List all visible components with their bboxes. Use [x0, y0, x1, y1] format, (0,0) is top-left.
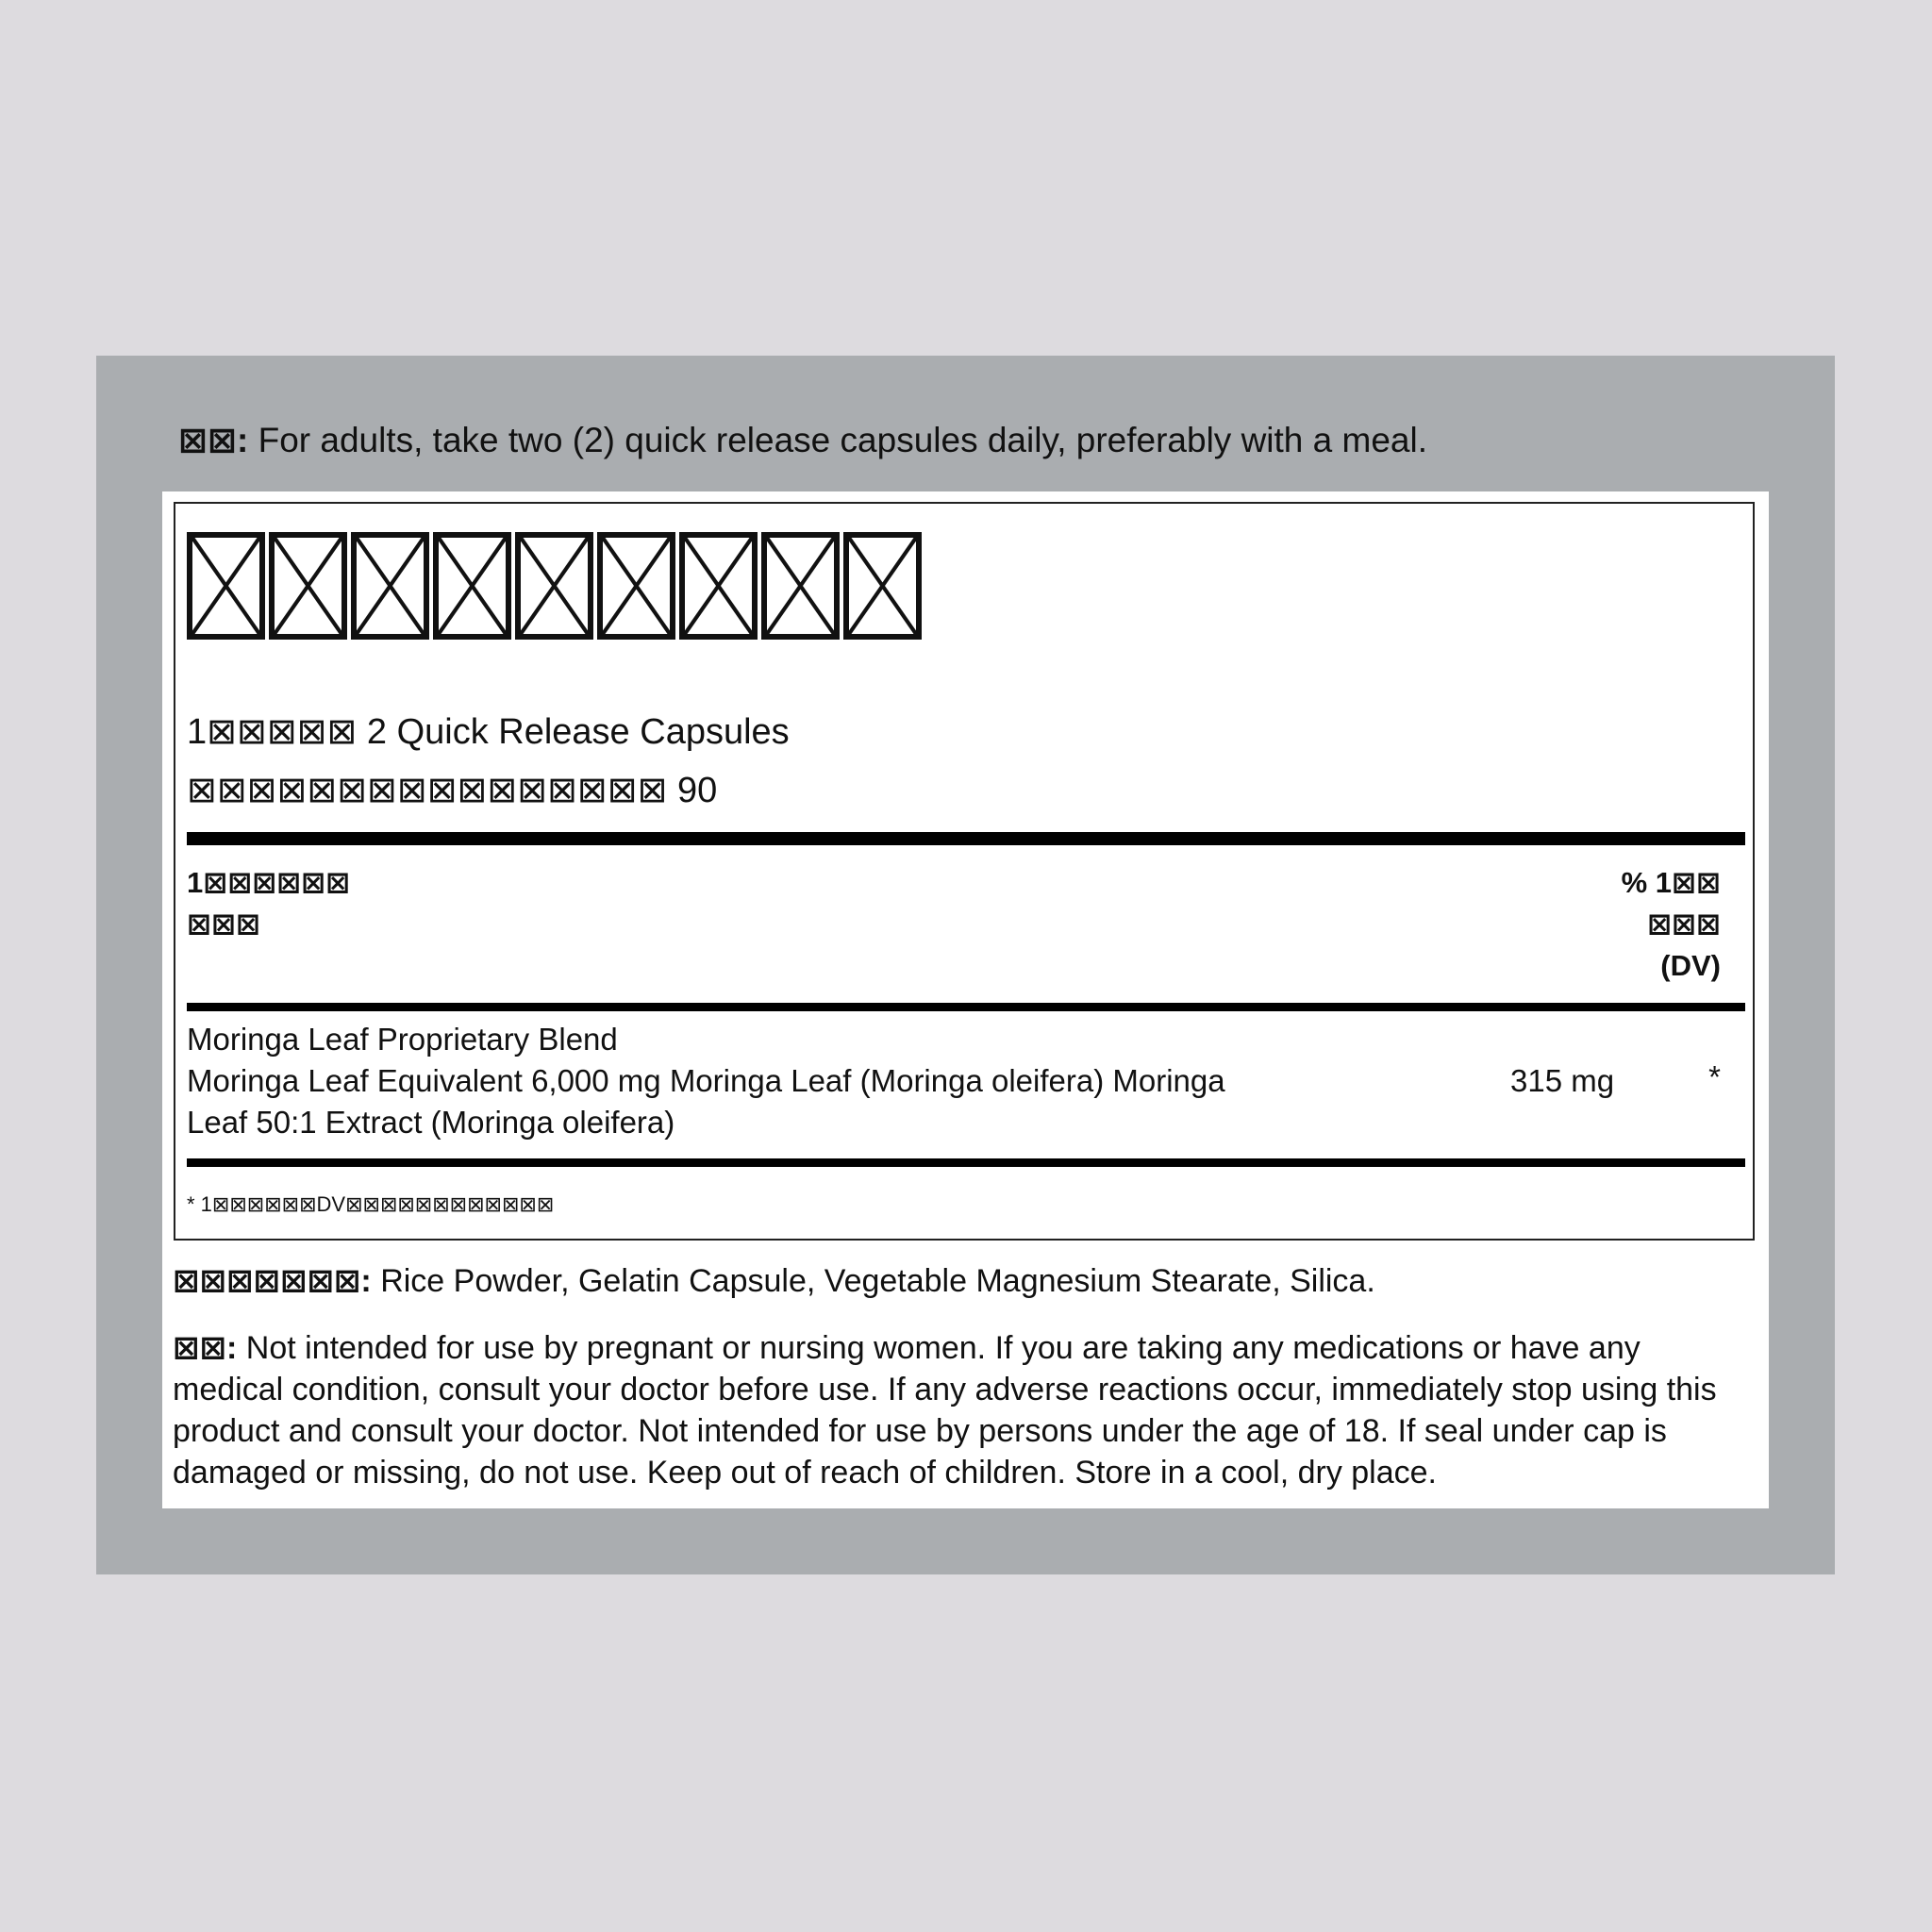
- ingredient-name-line2: Moringa Leaf Equivalent 6,000 mg Moringa Leaf (Moringa oleifera) Moringa: [187, 1063, 1225, 1098]
- medium-divider: [187, 1158, 1745, 1167]
- title-glyph: [679, 532, 758, 640]
- serving-size: 1⊠⊠⊠⊠⊠ 2 Quick Release Capsules: [187, 712, 790, 752]
- directions-label: ⊠⊠:: [178, 421, 249, 459]
- header-right-line2: ⊠⊠⊠: [1647, 908, 1721, 941]
- daily-value-header: [1622, 862, 1721, 987]
- ingredient-name-line3: Leaf 50:1 Extract (Moringa oleifera): [187, 1105, 675, 1140]
- title-glyph: [597, 532, 675, 640]
- directions-body: For adults, take two (2) quick release capsules daily, preferably with a meal.: [248, 421, 1427, 459]
- directions-text: [178, 419, 1427, 462]
- medium-divider: [187, 1003, 1745, 1011]
- ingredient-name: [187, 1019, 1225, 1143]
- ingredient-amount: 315 mg: [1510, 1063, 1615, 1098]
- title-glyph: [269, 532, 347, 640]
- other-ingredients-text: Rice Powder, Gelatin Capsule, Vegetable Magnesium Stearate, Silica.: [371, 1263, 1375, 1299]
- warning-label: ⊠⊠:: [173, 1330, 238, 1366]
- ingredient-name-line1: Moringa Leaf Proprietary Blend: [187, 1022, 618, 1057]
- title-glyph: [761, 532, 840, 640]
- thick-divider: [187, 832, 1745, 845]
- title-glyph: [351, 532, 429, 640]
- header-left-line2: ⊠⊠⊠: [187, 908, 260, 941]
- header-right-line1: % 1⊠⊠: [1621, 866, 1721, 899]
- warning-text: Not intended for use by pregnant or nursing women. If you are taking any medications or have any medical condition, consult your doctor before use. If any adverse reactions occur, immediately stop using this product and consult your doctor. Not intended for use by persons under the age of 18. If seal under cap is damaged or missing, do not use. Keep out of reach of children. Store in a cool, dry place.: [173, 1330, 1717, 1491]
- facts-title: [187, 532, 922, 640]
- header-left-line1: 1⊠⊠⊠⊠⊠⊠: [187, 866, 351, 899]
- header-right-line3: (DV): [1660, 949, 1721, 982]
- servings-per-container: ⊠⊠⊠⊠⊠⊠⊠⊠⊠⊠⊠⊠⊠⊠⊠⊠ 90: [187, 771, 718, 810]
- amount-per-serving-header: [187, 862, 350, 945]
- warning: [173, 1327, 1757, 1493]
- supplement-facts-box: [174, 502, 1755, 1241]
- other-ingredients: [173, 1260, 1375, 1302]
- title-glyph: [187, 532, 265, 640]
- title-glyph: [515, 532, 593, 640]
- ingredient-dv: *: [1708, 1059, 1721, 1094]
- dv-footnote: * 1⊠⊠⊠⊠⊠⊠DV⊠⊠⊠⊠⊠⊠⊠⊠⊠⊠⊠⊠: [187, 1192, 555, 1216]
- title-glyph: [843, 532, 922, 640]
- other-ingredients-label: ⊠⊠⊠⊠⊠⊠⊠:: [173, 1263, 372, 1299]
- title-glyph: [433, 532, 511, 640]
